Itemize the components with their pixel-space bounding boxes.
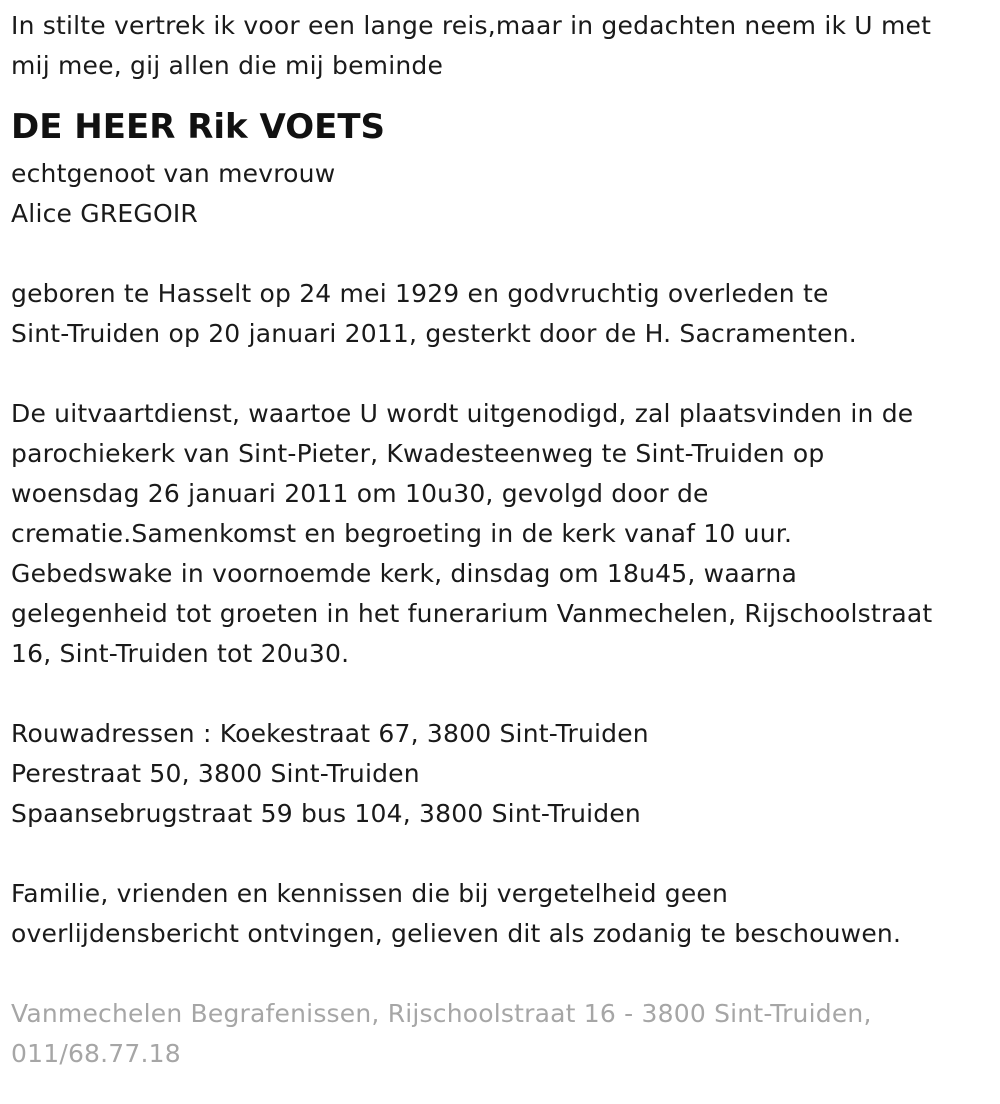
paragraph-gap xyxy=(11,674,990,714)
intro-poem xyxy=(11,6,990,86)
funeral-line: crematie.Samenkomst en begroeting in de kerk vanaf 10 uur. xyxy=(11,519,793,548)
funeral-line: woensdag 26 januari 2011 om 10u30, gevolgd door de xyxy=(11,479,709,508)
address-line: Rouwadressen : Koekestraat 67, 3800 Sint-Truiden xyxy=(11,719,649,748)
address-line: Perestraat 50, 3800 Sint-Truiden xyxy=(11,759,420,788)
funeral-line: parochiekerk van Sint-Pieter, Kwadesteenweg te Sint-Truiden op xyxy=(11,439,825,468)
birth-death-paragraph xyxy=(11,274,990,354)
funeral-line: Gebedswake in voornoemde kerk, dinsdag om 18u45, waarna xyxy=(11,559,797,588)
deceased-name: DE HEER Rik VOETS xyxy=(11,107,386,147)
funeral-home-footer xyxy=(11,994,990,1074)
notice-line: overlijdensbericht ontvingen, gelieven dit als zodanig te beschouwen. xyxy=(11,919,902,948)
footer-line: 011/68.77.18 xyxy=(11,1039,181,1068)
birth-death-line: Sint-Truiden op 20 januari 2011, gesterkt door de H. Sacramenten. xyxy=(11,319,857,348)
funeral-line: De uitvaartdienst, waartoe U wordt uitgenodigd, zal plaatsvinden in de xyxy=(11,399,914,428)
notice-line: Familie, vrienden en kennissen die bij vergetelheid geen xyxy=(11,879,729,908)
spouse-info xyxy=(11,154,990,234)
spouse-line: Alice GREGOIR xyxy=(11,199,198,228)
paragraph-gap xyxy=(11,834,990,874)
notice-paragraph xyxy=(11,874,990,954)
funeral-paragraph xyxy=(11,394,990,674)
spouse-line: echtgenoot van mevrouw xyxy=(11,159,336,188)
paragraph-gap xyxy=(11,354,990,394)
funeral-line: 16, Sint-Truiden tot 20u30. xyxy=(11,639,350,668)
addresses-paragraph xyxy=(11,714,990,834)
intro-line: In stilte vertrek ik voor een lange reis,maar in gedachten neem ik U met xyxy=(11,11,932,40)
funeral-line: gelegenheid tot groeten in het funerarium Vanmechelen, Rijschoolstraat xyxy=(11,599,933,628)
paragraph-gap xyxy=(11,234,990,274)
address-line: Spaansebrugstraat 59 bus 104, 3800 Sint-Truiden xyxy=(11,799,641,828)
intro-line: mij mee, gij allen die mij beminde xyxy=(11,51,444,80)
footer-line: Vanmechelen Begrafenissen, Rijschoolstraat 16 - 3800 Sint-Truiden, xyxy=(11,999,872,1028)
birth-death-line: geboren te Hasselt op 24 mei 1929 en godvruchtig overleden te xyxy=(11,279,829,308)
